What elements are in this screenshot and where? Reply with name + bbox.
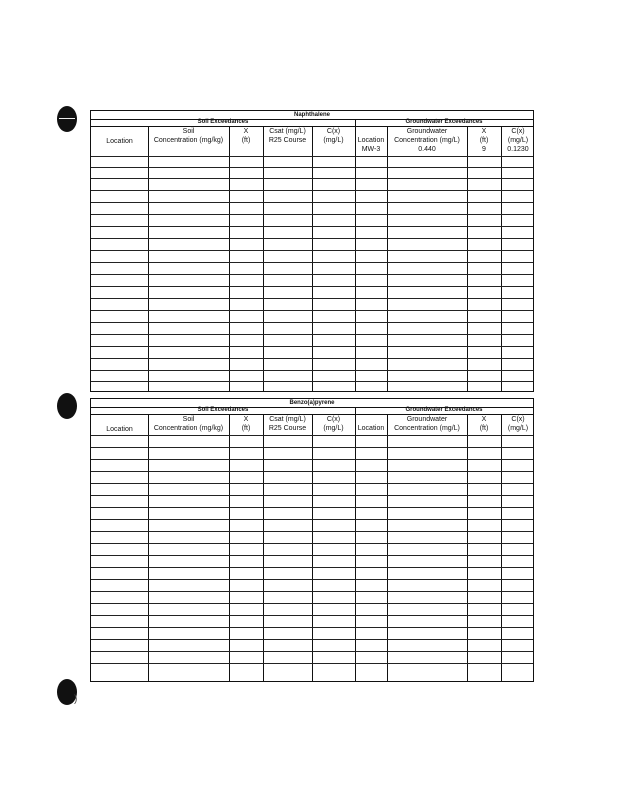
header-cx: C(x) bbox=[326, 128, 341, 135]
header-x-unit: (ft) bbox=[241, 137, 251, 144]
gw-location-value: MW-3 bbox=[361, 146, 381, 153]
table-title: Benzo(a)pyrene bbox=[91, 399, 533, 408]
header-gw-concentration: Groundwater bbox=[406, 416, 448, 423]
header-gw-location: Location bbox=[357, 137, 385, 144]
header-gw-x-unit: (ft) bbox=[479, 137, 489, 144]
benzo-a-pyrene-table bbox=[90, 398, 534, 682]
header-gw-x: X bbox=[481, 128, 487, 135]
header-x: X bbox=[243, 128, 249, 135]
header-cx: C(x) bbox=[326, 416, 341, 423]
header-csat: Csat (mg/L) bbox=[269, 416, 306, 423]
header-gw-x: X bbox=[481, 416, 487, 423]
header-gw-concentration-unit: Concentration (mg/L) bbox=[394, 425, 460, 432]
header-gw-concentration: Groundwater bbox=[406, 128, 448, 135]
header-soil-concentration-unit: Concentration (mg/kg) bbox=[153, 137, 224, 144]
header-soil-concentration-unit: Concentration (mg/kg) bbox=[153, 425, 224, 432]
header-gw-x-unit: (ft) bbox=[479, 425, 489, 432]
header-gw-cx-unit: (mg/L) bbox=[507, 425, 529, 432]
header-location: Location bbox=[106, 138, 133, 145]
header-x-unit: (ft) bbox=[241, 425, 251, 432]
header-csat: Csat (mg/L) bbox=[269, 128, 306, 135]
header-x: X bbox=[243, 416, 249, 423]
header-cx-unit: (mg/L) bbox=[323, 137, 344, 144]
punch-hole bbox=[57, 393, 77, 419]
soil-group-header: Soil Exceedances bbox=[91, 407, 356, 414]
gw-concentration-value: 0.440 bbox=[418, 146, 436, 153]
soil-group-header: Soil Exceedances bbox=[91, 119, 356, 126]
header-cx-unit: (mg/L) bbox=[323, 425, 344, 432]
header-gw-cx: C(x) bbox=[511, 128, 525, 135]
header-soil-concentration: Soil bbox=[182, 128, 195, 135]
header-location: Location bbox=[106, 426, 133, 433]
naphthalene-table bbox=[90, 110, 534, 392]
header-gw-cx: C(x) bbox=[511, 416, 525, 423]
header-soil-concentration: Soil bbox=[182, 416, 195, 423]
header-gw-cx-unit: (mg/L) bbox=[507, 137, 529, 144]
groundwater-group-header: Groundwater Exceedances bbox=[405, 119, 483, 125]
gw-x-value: 9 bbox=[482, 146, 486, 153]
header-csat-source: R25 Course bbox=[268, 425, 307, 432]
gw-cx-value: 0.1230 bbox=[507, 146, 529, 153]
groundwater-group-header: Groundwater Exceedances bbox=[405, 407, 483, 413]
punch-hole bbox=[57, 106, 77, 132]
header-csat-source: R25 Course bbox=[268, 137, 307, 144]
header-gw-concentration-unit: Concentration (mg/L) bbox=[394, 137, 460, 144]
table-title: Naphthalene bbox=[91, 111, 533, 120]
header-gw-location: Location bbox=[357, 425, 385, 432]
stray-mark: ) bbox=[74, 694, 78, 705]
